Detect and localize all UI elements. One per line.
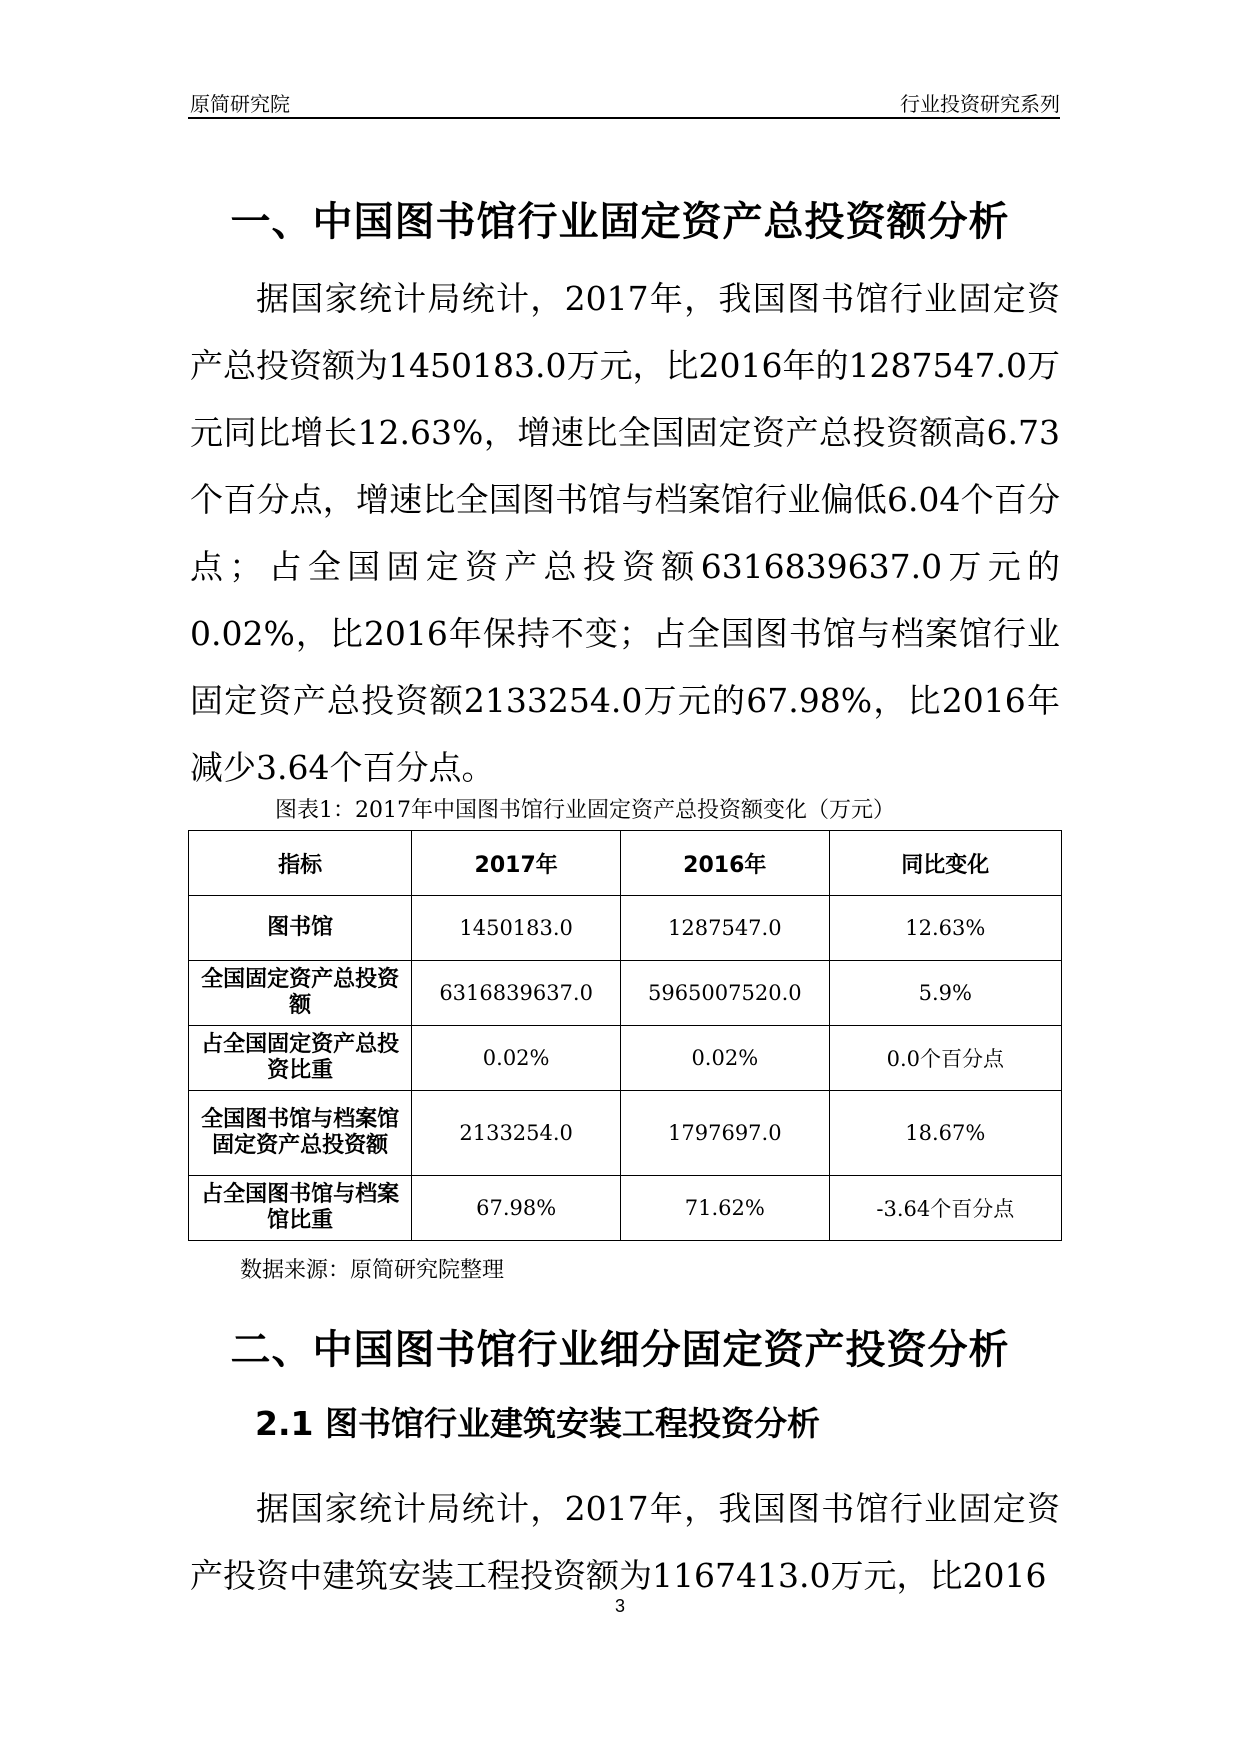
- value-2016: 0.02%: [620, 1026, 829, 1091]
- table-row: [189, 1091, 1062, 1176]
- row-label: 全国固定资产总投资额: [189, 961, 412, 1026]
- table-source: 数据来源：原简研究院整理: [240, 1258, 505, 1283]
- row-label: 图书馆: [189, 896, 412, 961]
- table-row: [189, 961, 1062, 1026]
- section-2-paragraph: 据国家统计局统计，2017年，我国图书馆行业固定资产投资中建筑安装工程投资额为1167413.0万元，比2016: [190, 1489, 1060, 1595]
- investment-table: [188, 830, 1062, 1241]
- section-1-paragraph: 据国家统计局统计，2017年，我国图书馆行业固定资产总投资额为1450183.0万元，比2016年的1287547.0万元同比增长12.63%，增速比全国固定资产总投资额高6.73个百分点，增速比全国图书馆与档案馆行业偏低6.04个百分点；占全国固定资产总投资额6316839637.0万元的0.02%，比2016年保持不变；占全国图书馆与档案馆行业固定资产总投资额2133254.0万元的67.98%，比2016年减少3.64个百分点。: [190, 279, 1060, 787]
- value-2017: 2133254.0: [412, 1091, 621, 1176]
- value-change: -3.64个百分点: [829, 1176, 1061, 1241]
- header-divider: [188, 117, 1060, 119]
- value-change: 0.0个百分点: [829, 1026, 1061, 1091]
- subsection-2-1-title: 2.1 图书馆行业建筑安装工程投资分析: [255, 1404, 820, 1443]
- row-label: 全国图书馆与档案馆固定资产总投资额: [189, 1091, 412, 1176]
- value-2017: 0.02%: [412, 1026, 621, 1091]
- header-org-name: 原简研究院: [190, 94, 290, 116]
- value-2016: 1797697.0: [620, 1091, 829, 1176]
- table-header-row: [189, 831, 1062, 896]
- table-caption: 图表1：2017年中国图书馆行业固定资产总投资额变化（万元）: [275, 798, 895, 823]
- value-2017: 1450183.0: [412, 896, 621, 961]
- table-header-cell: 2017年: [412, 831, 621, 896]
- table-header-cell: 2016年: [620, 831, 829, 896]
- value-2017: 67.98%: [412, 1176, 621, 1241]
- table-header-cell: 指标: [189, 831, 412, 896]
- value-2017: 6316839637.0: [412, 961, 621, 1026]
- value-2016: 1287547.0: [620, 896, 829, 961]
- value-change: 18.67%: [829, 1091, 1061, 1176]
- table-header-cell: 同比变化: [829, 831, 1061, 896]
- table-row: [189, 1026, 1062, 1091]
- value-2016: 5965007520.0: [620, 961, 829, 1026]
- section-1-title: 一、中国图书馆行业固定资产总投资额分析: [230, 199, 1010, 245]
- page-number: 3: [614, 1596, 625, 1616]
- section-2-title: 二、中国图书馆行业细分固定资产投资分析: [230, 1327, 1010, 1373]
- value-2016: 71.62%: [620, 1176, 829, 1241]
- table-row: [189, 896, 1062, 961]
- table-row: [189, 1176, 1062, 1241]
- header-series-name: 行业投资研究系列: [900, 94, 1060, 116]
- value-change: 5.9%: [829, 961, 1061, 1026]
- value-change: 12.63%: [829, 896, 1061, 961]
- row-label: 占全国图书馆与档案馆比重: [189, 1176, 412, 1241]
- row-label: 占全国固定资产总投资比重: [189, 1026, 412, 1091]
